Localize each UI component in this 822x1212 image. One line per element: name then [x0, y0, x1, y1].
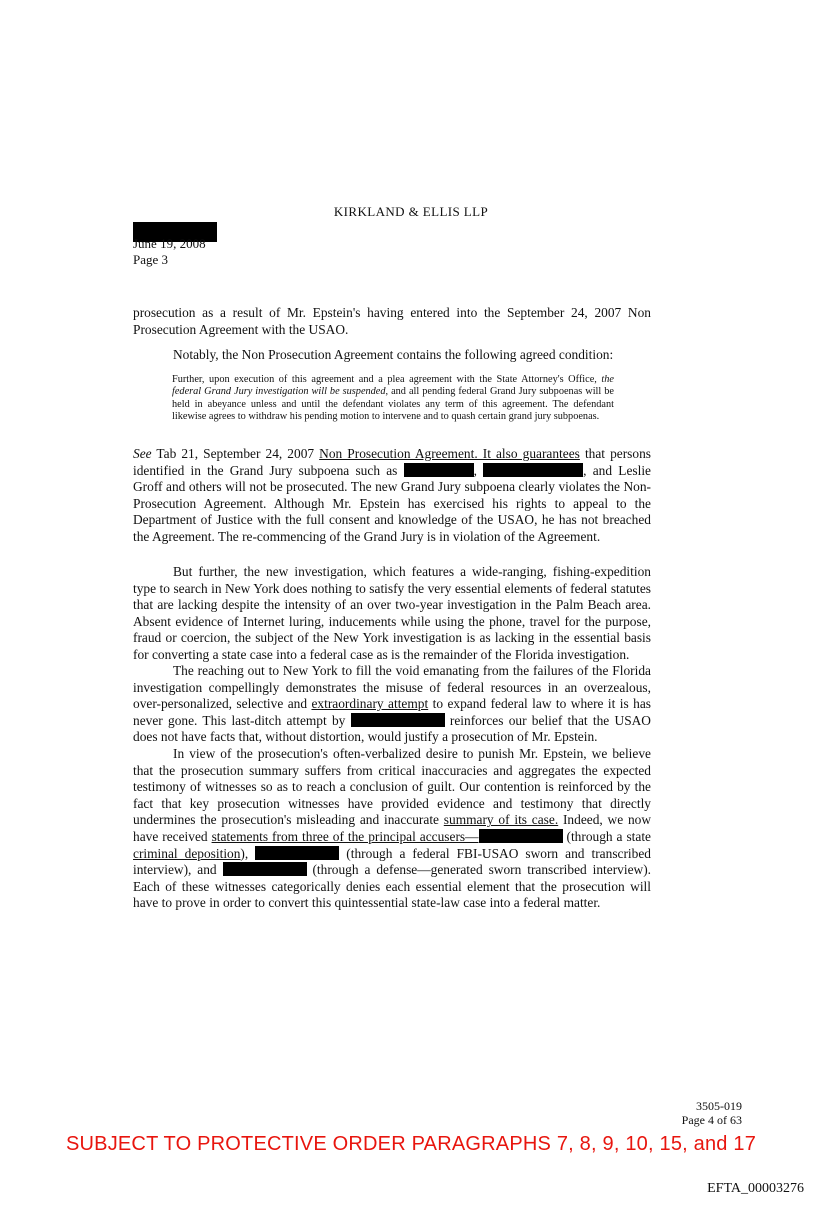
paragraph-1: prosecution as a result of Mr. Epstein's having entered into the September 24, 2007 Non Prosecution Agreement with the USAO. [133, 305, 651, 337]
protective-order-notice: SUBJECT TO PROTECTIVE ORDER PARAGRAPHS 7, 8, 9, 10, 15, and 17 [65, 1133, 757, 1155]
quote-text-end: , and all pending federal Grand Jury subpoenas will be held in abeyance unless and until the defendant violates any term of this agreement. The defendant likewise agrees to withdraw his pending motion to intervene and to quash certain grand jury subpoenas. [172, 386, 614, 422]
p5-text-a: The reaching out to New York to fill the void emanating from the failures of the Florida investigation compellingly demonstrates the misuse of federal resources in an overzealous, over-personalized, selective and [133, 663, 651, 712]
p3-comma: , [473, 462, 484, 478]
redaction-block [351, 713, 445, 727]
p3-text-c: , and Leslie Groff and others will not be prosecuted. The new Grand Jury subpoena clearly violates the Non-Prosecution Agreement. Although Mr. Epstein has exercised his rights to appeal to the Department of Justice with the full consent and knowledge of the USAO, he has not breached the Agreement. The re-commencing of the Grand Jury is in violation of the Agreement. [133, 462, 651, 544]
redaction-block [255, 846, 339, 860]
paragraph-4: But further, the new investigation, which features a wide-ranging, fishing-expedition type to search in New York does nothing to satisfy the very essential elements of federal statutes that are lacking despite the intensity of an over two-year investigation in the Palm Beach area. Absent evidence of Internet luring, inducements while using the phone, travel for the purpose, fraud or coercion, the subject of the New York investigation is as lacking in the essential basis for converting a state case into a federal case as is the remainder of the Florida investigation. [133, 564, 651, 662]
p3-text-b: that persons identified in the Grand Jury subpoena such as [133, 446, 651, 478]
p5-underlined: extraordinary attempt [311, 696, 429, 712]
p6-text-a: In view of the prosecution's often-verbalized desire to punish Mr. Epstein, we believe that the prosecution summary suffers from critical inaccuracies and aggregates the expected testimony of witnesses so as to reach a conclusion of guilt. Our contention is reinforced by the fact that key prosecution witnesses have provided evidence and testimony that directly undermines the prosecution's misleading and inaccurate [133, 746, 651, 828]
paragraph-6 [133, 746, 651, 912]
redaction-block [404, 463, 474, 477]
quote-emphasis: the federal Grand Jury investigation will be suspended [172, 374, 614, 398]
paragraph-2: Notably, the Non Prosecution Agreement contains the following agreed condition: [173, 347, 614, 362]
letter-date-and-page [133, 236, 206, 268]
redaction-block [479, 829, 563, 843]
p6-text-d: (through a federal FBI-USAO sworn and transcribed interview), and [133, 845, 651, 878]
redaction-block [483, 463, 583, 477]
p6-underlined-2: statements from three of the principal accusers— [211, 828, 479, 844]
p5-text-c: reinforces our belief that the USAO does not have facts that, without distortion, would justify a prosecution of Mr. Epstein. [133, 712, 651, 745]
block-quote [172, 374, 614, 423]
bates-number: EFTA_00003276 [707, 1181, 804, 1196]
quote-text-start: Further, upon execution of this agreement and a plea agreement with the State Attorney's Office, [172, 374, 602, 385]
p3-underlined: Non Prosecution Agreement. It also guarantees [319, 446, 580, 461]
p6-text-b: Indeed, we now have received [133, 812, 652, 844]
letterhead-firm-name: KIRKLAND & ELLIS LLP [333, 204, 489, 219]
exhibit-number: 3505-019 [696, 1099, 742, 1113]
p6-text-c: (through a state [562, 828, 652, 844]
p3-text-a: Tab 21, September 24, 2007 [151, 446, 320, 461]
page-label: Page 3 [133, 252, 169, 267]
paragraph-3 [133, 446, 651, 546]
p6-text-e: (through a defense—generated sworn transcribed interview). Each of these witnesses categorically denies each essential element that the prosecution will have to prove in order to convert this quintessential state-law case into a federal matter. [133, 862, 652, 911]
see-signal: See [133, 446, 152, 461]
p6-underlined-3: criminal deposition), [133, 845, 249, 861]
p5-text-b: to expand federal law to where it is has never gone. This last-ditch attempt by [133, 696, 651, 728]
redaction-block [223, 862, 307, 876]
paragraph-5 [133, 663, 651, 746]
letter-date: June 19, 2008 [133, 236, 206, 251]
page-of-count: Page 4 of 63 [681, 1113, 742, 1127]
p6-underlined-1: summary of its case. [443, 812, 559, 828]
